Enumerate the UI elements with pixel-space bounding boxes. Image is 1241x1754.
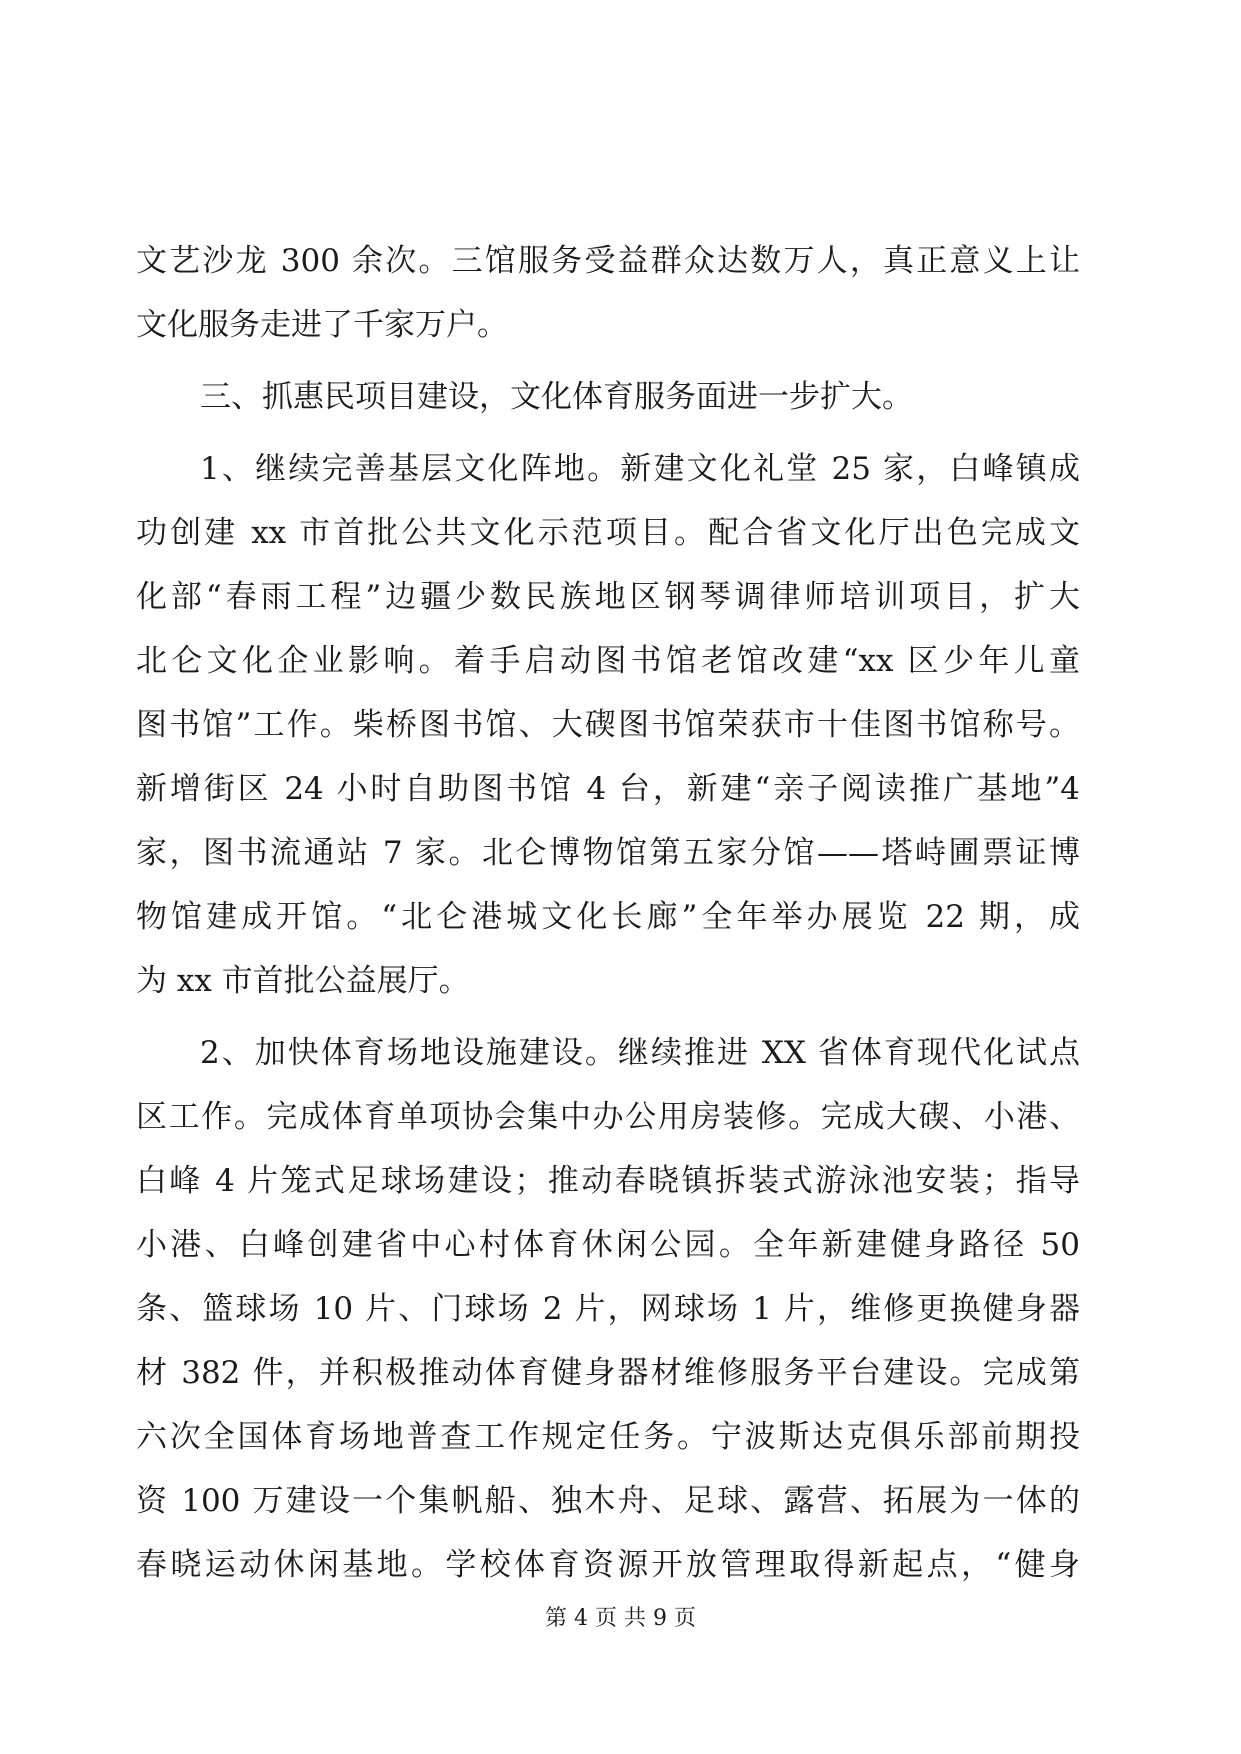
paragraph — [136, 229, 1080, 357]
text-line: 物馆建成开馆。“北仑港城文化长廊”全年举办展览 22 期，成 — [136, 899, 1080, 935]
text-line: 化部“春雨工程”边疆少数民族地区钢琴调律师培训项目，扩大 — [136, 579, 1080, 615]
text-line: 文化服务走进了千家万户。 — [136, 307, 508, 343]
section-heading — [136, 365, 1080, 429]
text-line: 资 100 万建设一个集帆船、独木舟、足球、露营、拓展为一体的 — [136, 1483, 1080, 1519]
text-line: 材 382 件，并积极推动体育健身器材维修服务平台建设。完成第 — [136, 1355, 1080, 1391]
text-line: 北仑文化企业影响。着手启动图书馆老馆改建“xx 区少年儿童 — [136, 643, 1080, 679]
text-line: 春晓运动休闲基地。学校体育资源开放管理取得新起点，“健身 — [136, 1547, 1080, 1583]
text-line: 条、篮球场 10 片、门球场 2 片，网球场 1 片，维修更换健身器 — [136, 1291, 1080, 1327]
paragraph — [136, 1021, 1080, 1597]
body-text — [136, 229, 1080, 1597]
text-line: 2、加快体育场地设施建设。继续推进 XX 省体育现代化试点 — [200, 1035, 1080, 1071]
text-line: 六次全国体育场地普查工作规定任务。宁波斯达克俱乐部前期投 — [136, 1419, 1080, 1455]
text-line: 白峰 4 片笼式足球场建设；推动春晓镇拆装式游泳池安装；指导 — [136, 1163, 1080, 1199]
text-line: 区工作。完成体育单项协会集中办公用房装修。完成大碶、小港、 — [136, 1099, 1080, 1135]
text-line: 家，图书流通站 7 家。北仑博物馆第五家分馆——塔峙圃票证博 — [136, 835, 1080, 871]
text-line: 图书馆”工作。柴桥图书馆、大碶图书馆荣获市十佳图书馆称号。 — [136, 707, 1080, 743]
text-line: 文艺沙龙 300 余次。三馆服务受益群众达数万人，真正意义上让 — [136, 243, 1080, 279]
paragraph — [136, 437, 1080, 1013]
page-number-footer: 第 4 页 共 9 页 — [545, 1606, 696, 1631]
text-line: 小港、白峰创建省中心村体育休闲公园。全年新建健身路径 50 — [136, 1227, 1080, 1263]
text-line: 新增街区 24 小时自助图书馆 4 台，新建“亲子阅读推广基地”4 — [136, 771, 1080, 807]
text-line: 1、继续完善基层文化阵地。新建文化礼堂 25 家，白峰镇成 — [200, 451, 1080, 487]
text-line: 三、抓惠民项目建设，文化体育服务面进一步扩大。 — [200, 379, 913, 415]
text-line: 功创建 xx 市首批公共文化示范项目。配合省文化厅出色完成文 — [136, 515, 1080, 551]
text-line: 为 xx 市首批公益展厅。 — [136, 963, 470, 999]
